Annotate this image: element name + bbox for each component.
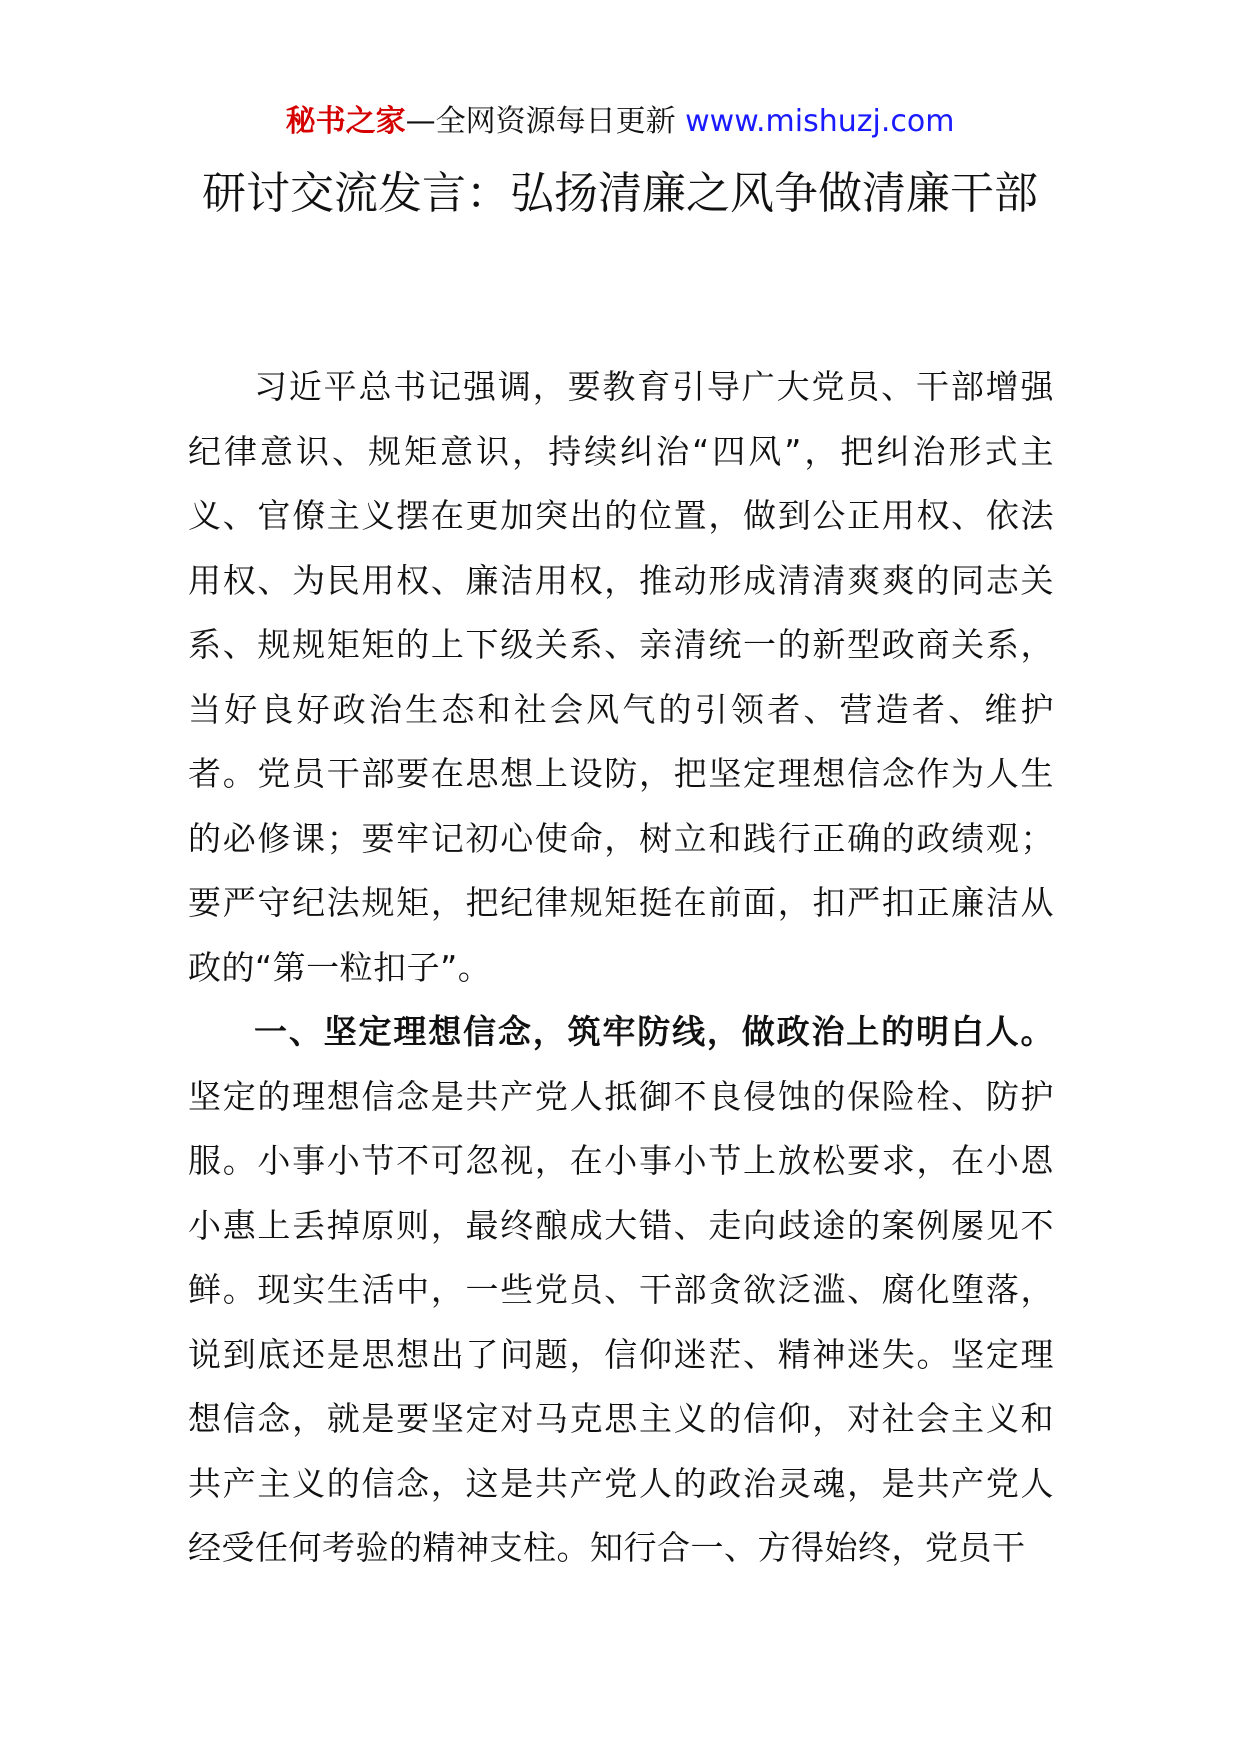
site-header	[0, 100, 1240, 144]
site-url-link[interactable]: www.mishuzj.com	[685, 104, 955, 139]
document-title: 研讨交流发言：弘扬清廉之风争做清廉干部	[202, 168, 1038, 219]
section-1-heading: 一、坚定理想信念，筑牢防线，做政治上的明白人。	[254, 1012, 1054, 1051]
document-body	[188, 355, 1054, 1581]
intro-paragraph: 习近平总书记强调，要教育引导广大党员、干部增强纪律意识、规矩意识，持续纠治“四风”，把纠治形式主义、官僚主义摆在更加突出的位置，做到公正用权、依法用权、为民用权、廉洁用权，推动形成清清爽爽的同志关系、规规矩矩的上下级关系、亲清统一的新型政商关系，当好良好政治生态和社会风气的引领者、营造者、维护者。党员干部要在思想上设防，把坚定理想信念作为人生的必修课；要牢记初心使命，树立和践行正确的政绩观；要严守纪法规矩，把纪律规矩挺在前面，扣严扣正廉洁从政的“第一粒扣子”。	[188, 367, 1054, 987]
section-1-text: 坚定的理想信念是共产党人抵御不良侵蚀的保险栓、防护服。小事小节不可忽视，在小事小节上放松要求，在小恩小惠上丢掉原则，最终酿成大错、走向歧途的案例屡见不鲜。现实生活中，一些党员、干部贪欲泛滥、腐化堕落，说到底还是思想出了问题，信仰迷茫、精神迷失。坚定理想信念，就是要坚定对马克思主义的信仰，对社会主义和共产主义的信念，这是共产党人的政治灵魂，是共产党人经受任何考验的精神支柱。知行合一、方得始终，党员干	[188, 1076, 1054, 1567]
section-1-paragraph	[188, 1000, 1054, 1581]
header-tagline: —全网资源每日更新	[405, 104, 686, 139]
brand-name: 秘书之家	[285, 104, 406, 139]
